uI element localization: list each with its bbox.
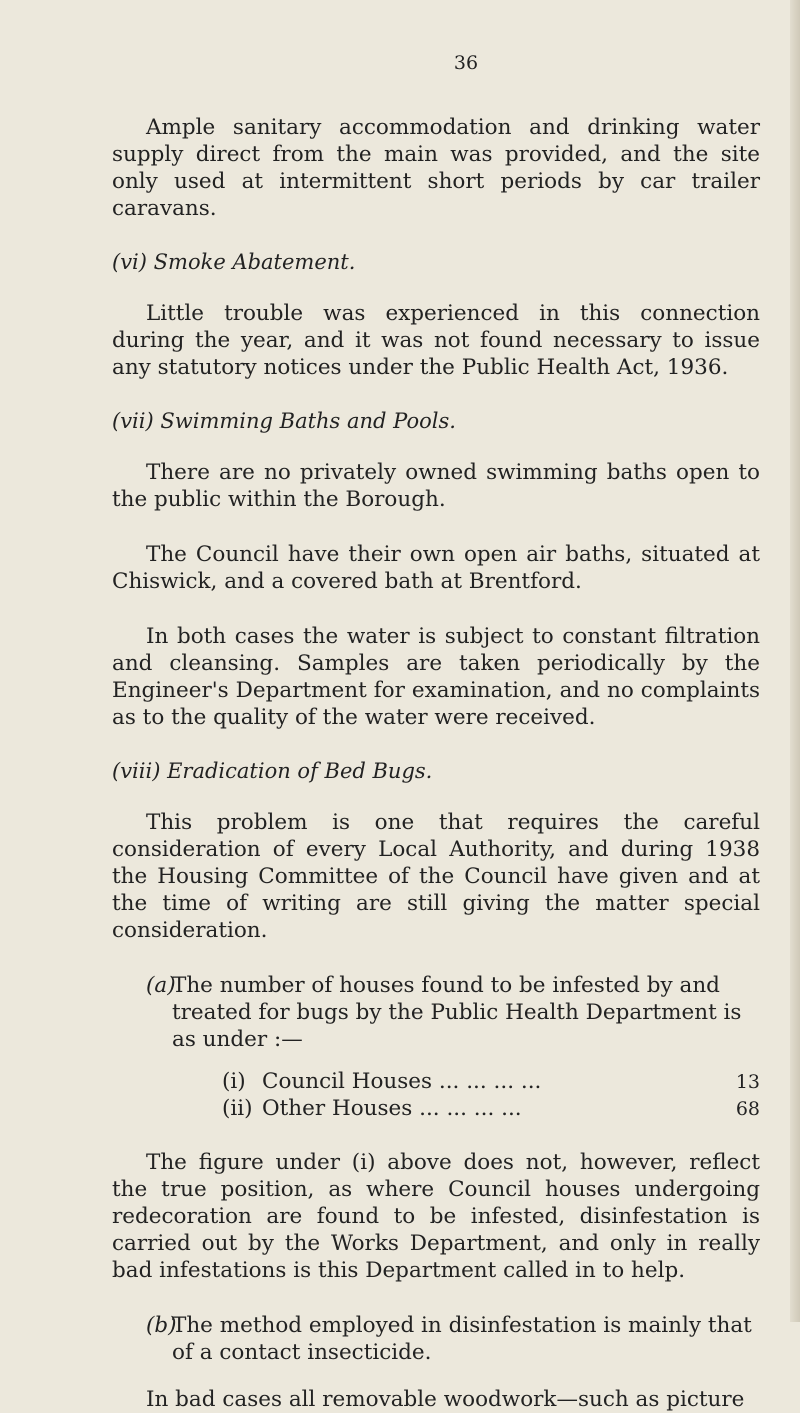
list-item	[222, 1069, 760, 1096]
item-label: (a)	[146, 973, 176, 998]
bed-bugs-paragraph-3: In bad cases all removable woodwork—such as picture	[146, 1387, 745, 1412]
item-text: The method employed in disinfestation is mainly that of a contact insecticide.	[172, 1313, 752, 1365]
section-title: Eradication of Bed Bugs.	[167, 759, 433, 783]
page-number: 36	[453, 52, 479, 74]
section-heading-bed-bugs	[112, 759, 760, 783]
list-item-value: 13	[735, 1071, 760, 1093]
swimming-paragraph-1: There are no privately owned swimming baths open to the public within the Borough.	[112, 460, 760, 512]
list-item-number: (ii)	[222, 1096, 253, 1121]
list-item-value: 68	[735, 1098, 760, 1120]
section-heading-smoke	[112, 250, 760, 274]
swimming-paragraph-3: In both cases the water is subject to constant filtration and cleansing. Samples are taken periodically by the Engineer's Department for examination, and no complaints as to the quality of the water were received.	[112, 624, 760, 730]
section-number: (viii)	[112, 759, 161, 783]
houses-list	[222, 1069, 760, 1123]
list-item	[222, 1096, 760, 1123]
list-item-label: Council Houses ... ... ... ...	[262, 1069, 542, 1094]
smoke-paragraph: Little trouble was experienced in this connection during the year, and it was not found necessary to issue any statutory notices under the Public Health Act, 1936.	[112, 301, 760, 380]
item-text: The number of houses found to be infested by and treated for bugs by the Public Health Department is as under :—	[172, 973, 742, 1052]
item-b	[112, 1312, 760, 1366]
item-a	[146, 972, 760, 1053]
section-number: (vi)	[112, 250, 147, 274]
section-number: (vii)	[112, 409, 154, 433]
section-heading-swimming	[112, 409, 760, 433]
swimming-paragraph-2: The Council have their own open air baths, situated at Chiswick, and a covered bath at Brentford.	[112, 542, 760, 594]
list-item-label: Other Houses ... ... ... ...	[262, 1096, 522, 1121]
bed-bugs-paragraph-1: This problem is one that requires the careful consideration of every Local Authority, and during 1938 the Housing Committee of the Council have given and at the time of writing are still giving the matter special consideration.	[112, 810, 760, 943]
bed-bugs-paragraph-2: The figure under (i) above does not, however, reflect the true position, as where Council houses undergoing redecoration are found to be infested, disinfestation is carried out by the Works Department, and only in really bad infestations is this Department called in to help.	[112, 1150, 760, 1283]
section-title: Swimming Baths and Pools.	[160, 409, 456, 433]
section-title: Smoke Abatement.	[153, 250, 356, 274]
item-label: (b)	[146, 1313, 177, 1338]
list-item-number: (i)	[222, 1069, 246, 1094]
intro-paragraph: Ample sanitary accommodation and drinking water supply direct from the main was provided, and the site only used at intermittent short periods by car trailer caravans.	[112, 115, 760, 221]
